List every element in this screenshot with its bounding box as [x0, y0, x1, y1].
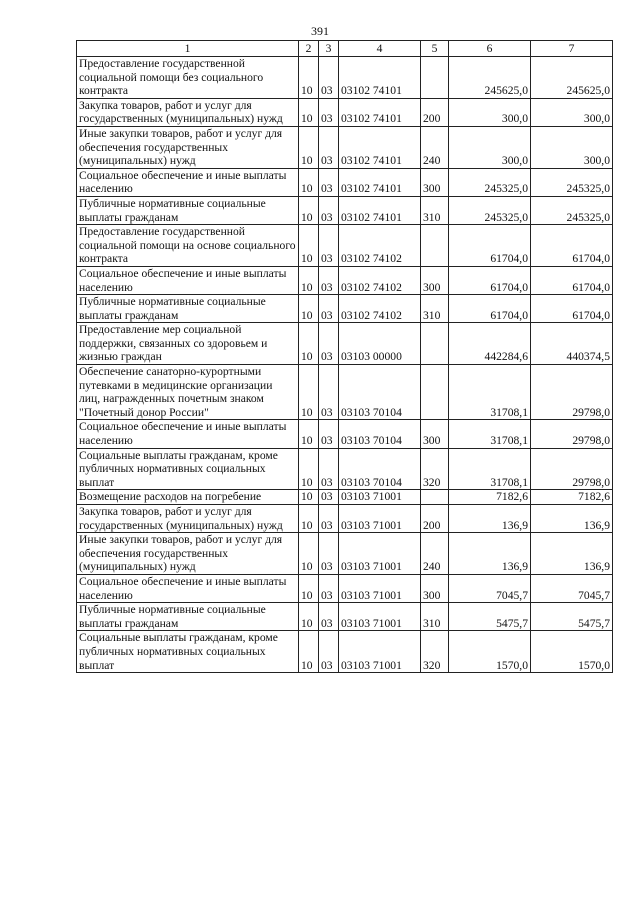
- target-article-cell: 03102 74101: [339, 57, 421, 99]
- row-name-cell: Закупка товаров, работ и услуг для государственных (муниципальных) нужд: [77, 98, 299, 126]
- row-name-cell: Предоставление мер социальной поддержки, связанных со здоровьем и жизнью граждан: [77, 323, 299, 365]
- subsection-code-cell: 03: [319, 533, 339, 575]
- subsection-code-cell: 03: [319, 631, 339, 673]
- expense-type-cell: 310: [421, 603, 449, 631]
- target-article-cell: 03102 74101: [339, 196, 421, 224]
- target-article-cell: 03103 71001: [339, 631, 421, 673]
- amount-year1-cell: 31708,1: [449, 365, 531, 420]
- amount-year1-cell: 61704,0: [449, 266, 531, 294]
- amount-year1-cell: 442284,6: [449, 323, 531, 365]
- subsection-code-cell: 03: [319, 448, 339, 490]
- amount-year1-cell: 61704,0: [449, 225, 531, 267]
- amount-year1-cell: 5475,7: [449, 603, 531, 631]
- target-article-cell: 03102 74101: [339, 168, 421, 196]
- subsection-code-cell: 03: [319, 490, 339, 505]
- amount-year1-cell: 61704,0: [449, 295, 531, 323]
- row-name-cell: Публичные нормативные социальные выплаты гражданам: [77, 196, 299, 224]
- expense-type-cell: 310: [421, 196, 449, 224]
- expense-type-cell: 240: [421, 533, 449, 575]
- column-header: 1: [77, 41, 299, 57]
- column-header: 6: [449, 41, 531, 57]
- row-name-cell: Социальные выплаты гражданам, кроме публичных нормативных социальных выплат: [77, 448, 299, 490]
- amount-year2-cell: 245325,0: [531, 196, 613, 224]
- section-code-cell: 10: [299, 574, 319, 602]
- table-row: [77, 225, 613, 267]
- expense-type-cell: [421, 225, 449, 267]
- row-name-cell: Социальное обеспечение и иные выплаты населению: [77, 266, 299, 294]
- amount-year1-cell: 31708,1: [449, 420, 531, 448]
- section-code-cell: 10: [299, 533, 319, 575]
- table-row: [77, 323, 613, 365]
- column-header: 3: [319, 41, 339, 57]
- expense-type-cell: 200: [421, 98, 449, 126]
- expense-type-cell: 310: [421, 295, 449, 323]
- subsection-code-cell: 03: [319, 323, 339, 365]
- row-name-cell: Предоставление государственной социальной помощи без социального контракта: [77, 57, 299, 99]
- section-code-cell: 10: [299, 98, 319, 126]
- subsection-code-cell: 03: [319, 574, 339, 602]
- row-name-cell: Публичные нормативные социальные выплаты гражданам: [77, 295, 299, 323]
- table-row: [77, 448, 613, 490]
- amount-year2-cell: 5475,7: [531, 603, 613, 631]
- page-number: 391: [311, 24, 329, 38]
- subsection-code-cell: 03: [319, 168, 339, 196]
- amount-year2-cell: 29798,0: [531, 448, 613, 490]
- row-name-cell: Социальное обеспечение и иные выплаты населению: [77, 168, 299, 196]
- target-article-cell: 03102 74101: [339, 98, 421, 126]
- section-code-cell: 10: [299, 631, 319, 673]
- amount-year1-cell: 1570,0: [449, 631, 531, 673]
- expense-type-cell: 300: [421, 168, 449, 196]
- section-code-cell: 10: [299, 420, 319, 448]
- amount-year2-cell: 245325,0: [531, 168, 613, 196]
- subsection-code-cell: 03: [319, 603, 339, 631]
- row-name-cell: Закупка товаров, работ и услуг для государственных (муниципальных) нужд: [77, 505, 299, 533]
- budget-table: [76, 40, 613, 673]
- amount-year2-cell: 136,9: [531, 505, 613, 533]
- amount-year1-cell: 136,9: [449, 533, 531, 575]
- section-code-cell: 10: [299, 266, 319, 294]
- table-row: [77, 574, 613, 602]
- expense-type-cell: [421, 57, 449, 99]
- section-code-cell: 10: [299, 126, 319, 168]
- subsection-code-cell: 03: [319, 505, 339, 533]
- row-name-cell: Социальные выплаты гражданам, кроме публичных нормативных социальных выплат: [77, 631, 299, 673]
- expense-type-cell: 300: [421, 420, 449, 448]
- table-row: [77, 631, 613, 673]
- section-code-cell: 10: [299, 196, 319, 224]
- row-name-cell: Возмещение расходов на погребение: [77, 490, 299, 505]
- section-code-cell: 10: [299, 365, 319, 420]
- section-code-cell: 10: [299, 603, 319, 631]
- subsection-code-cell: 03: [319, 57, 339, 99]
- amount-year2-cell: 300,0: [531, 126, 613, 168]
- row-name-cell: Предоставление государственной социальной помощи на основе социального контракта: [77, 225, 299, 267]
- target-article-cell: 03103 00000: [339, 323, 421, 365]
- amount-year1-cell: 136,9: [449, 505, 531, 533]
- table-row: [77, 266, 613, 294]
- section-code-cell: 10: [299, 168, 319, 196]
- table-row: [77, 98, 613, 126]
- table-row: [77, 126, 613, 168]
- amount-year2-cell: 61704,0: [531, 225, 613, 267]
- subsection-code-cell: 03: [319, 266, 339, 294]
- row-name-cell: Социальное обеспечение и иные выплаты населению: [77, 574, 299, 602]
- amount-year2-cell: 61704,0: [531, 266, 613, 294]
- section-code-cell: 10: [299, 323, 319, 365]
- subsection-code-cell: 03: [319, 365, 339, 420]
- row-name-cell: Публичные нормативные социальные выплаты гражданам: [77, 603, 299, 631]
- subsection-code-cell: 03: [319, 420, 339, 448]
- column-header: 4: [339, 41, 421, 57]
- target-article-cell: 03103 71001: [339, 574, 421, 602]
- expense-type-cell: 240: [421, 126, 449, 168]
- section-code-cell: 10: [299, 57, 319, 99]
- column-header: 5: [421, 41, 449, 57]
- column-header: 7: [531, 41, 613, 57]
- amount-year2-cell: 29798,0: [531, 365, 613, 420]
- amount-year2-cell: 245625,0: [531, 57, 613, 99]
- amount-year2-cell: 61704,0: [531, 295, 613, 323]
- table-row: [77, 295, 613, 323]
- section-code-cell: 10: [299, 448, 319, 490]
- subsection-code-cell: 03: [319, 126, 339, 168]
- table-row: [77, 603, 613, 631]
- target-article-cell: 03103 71001: [339, 603, 421, 631]
- expense-type-cell: 300: [421, 574, 449, 602]
- row-name-cell: Иные закупки товаров, работ и услуг для обеспечения государственных (муниципальных) нужд: [77, 533, 299, 575]
- expense-type-cell: [421, 365, 449, 420]
- amount-year2-cell: 29798,0: [531, 420, 613, 448]
- target-article-cell: 03102 74102: [339, 295, 421, 323]
- amount-year2-cell: 440374,5: [531, 323, 613, 365]
- subsection-code-cell: 03: [319, 196, 339, 224]
- target-article-cell: 03103 71001: [339, 490, 421, 505]
- expense-type-cell: [421, 323, 449, 365]
- section-code-cell: 10: [299, 295, 319, 323]
- table-row: [77, 490, 613, 505]
- amount-year2-cell: 1570,0: [531, 631, 613, 673]
- expense-type-cell: [421, 490, 449, 505]
- expense-type-cell: 300: [421, 266, 449, 294]
- table-row: [77, 57, 613, 99]
- amount-year1-cell: 245325,0: [449, 196, 531, 224]
- expense-type-cell: 320: [421, 631, 449, 673]
- target-article-cell: 03103 70104: [339, 365, 421, 420]
- amount-year1-cell: 7045,7: [449, 574, 531, 602]
- target-article-cell: 03103 71001: [339, 533, 421, 575]
- amount-year2-cell: 136,9: [531, 533, 613, 575]
- target-article-cell: 03103 70104: [339, 420, 421, 448]
- table-row: [77, 505, 613, 533]
- table-row: [77, 533, 613, 575]
- table-row: [77, 420, 613, 448]
- amount-year1-cell: 7182,6: [449, 490, 531, 505]
- amount-year2-cell: 300,0: [531, 98, 613, 126]
- column-header: 2: [299, 41, 319, 57]
- amount-year1-cell: 31708,1: [449, 448, 531, 490]
- row-name-cell: Иные закупки товаров, работ и услуг для обеспечения государственных (муниципальных) нужд: [77, 126, 299, 168]
- section-code-cell: 10: [299, 490, 319, 505]
- target-article-cell: 03102 74102: [339, 266, 421, 294]
- expense-type-cell: 320: [421, 448, 449, 490]
- amount-year1-cell: 245325,0: [449, 168, 531, 196]
- amount-year1-cell: 300,0: [449, 126, 531, 168]
- expense-type-cell: 200: [421, 505, 449, 533]
- subsection-code-cell: 03: [319, 295, 339, 323]
- row-name-cell: Обеспечение санаторно-курортными путевками в медицинские организации лиц, награжденных почетным знаком "Почетный донор России": [77, 365, 299, 420]
- table-row: [77, 196, 613, 224]
- subsection-code-cell: 03: [319, 225, 339, 267]
- row-name-cell: Социальное обеспечение и иные выплаты населению: [77, 420, 299, 448]
- target-article-cell: 03103 70104: [339, 448, 421, 490]
- amount-year2-cell: 7182,6: [531, 490, 613, 505]
- subsection-code-cell: 03: [319, 98, 339, 126]
- table-row: [77, 168, 613, 196]
- target-article-cell: 03102 74101: [339, 126, 421, 168]
- amount-year1-cell: 300,0: [449, 98, 531, 126]
- section-code-cell: 10: [299, 225, 319, 267]
- amount-year2-cell: 7045,7: [531, 574, 613, 602]
- section-code-cell: 10: [299, 505, 319, 533]
- table-row: [77, 365, 613, 420]
- target-article-cell: 03103 71001: [339, 505, 421, 533]
- table-body: [77, 57, 613, 673]
- header-row: [77, 41, 613, 57]
- target-article-cell: 03102 74102: [339, 225, 421, 267]
- amount-year1-cell: 245625,0: [449, 57, 531, 99]
